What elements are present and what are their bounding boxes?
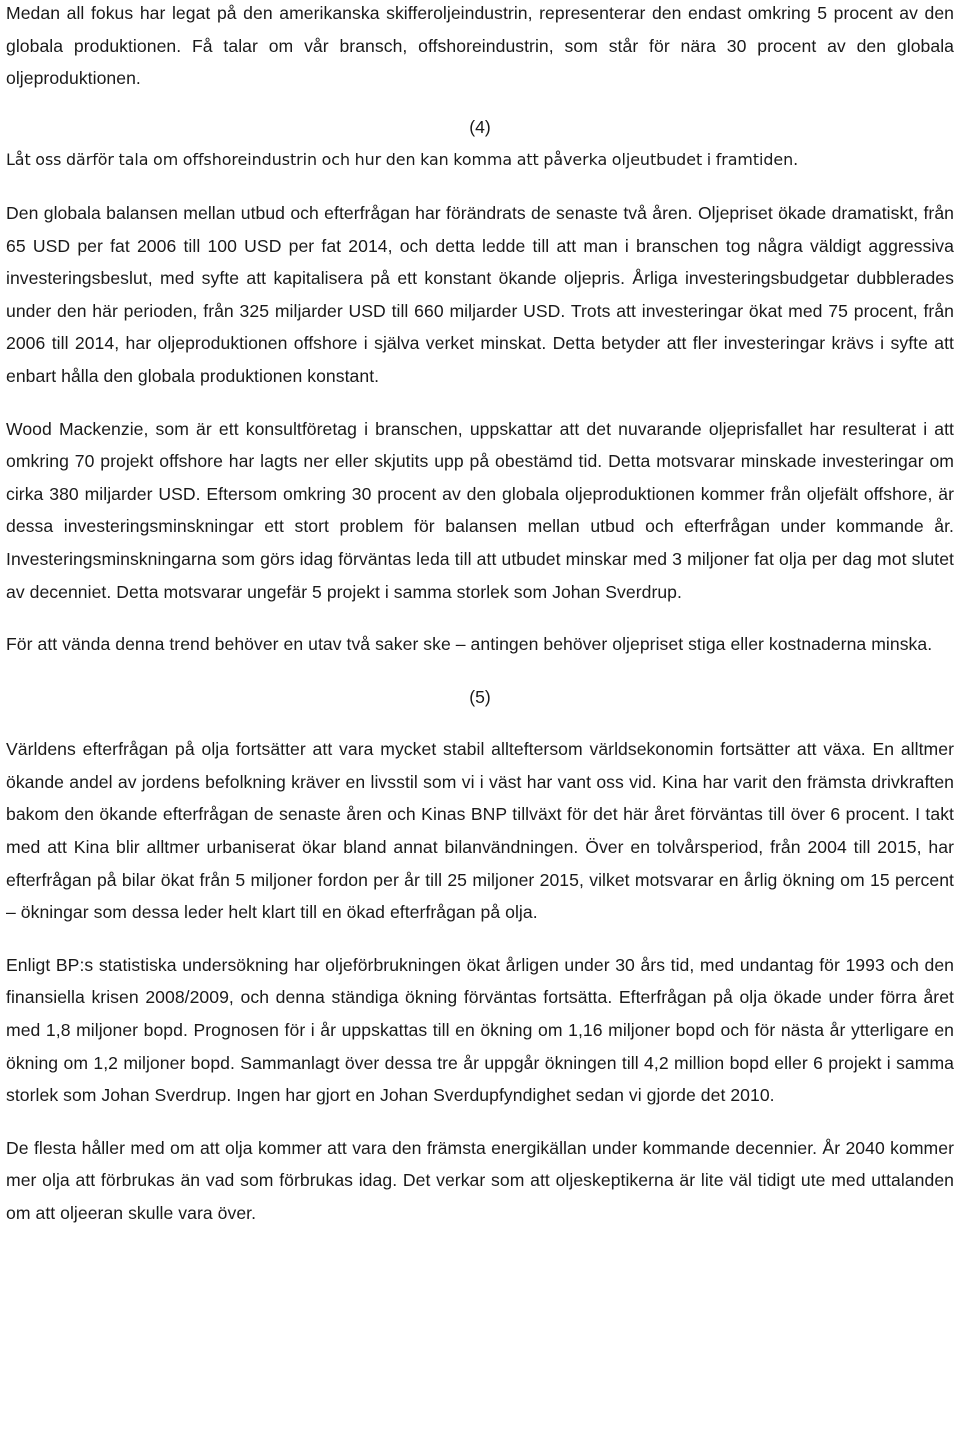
paragraph-trend-reversal: För att vända denna trend behöver en utav två saker ske – antingen behöver oljepriset stiga eller kostnaderna minska. xyxy=(6,634,933,655)
paragraph-bp-statistics: Enligt BP:s statistiska undersökning har oljeförbrukningen ökat årligen under 30 års tid, med undantag för 1993 och den finansiella krisen 2008/2009, och denna ständiga ökning förväntas fortsätta. Efterfrågan på olja ökade under förra året med 1,8 miljoner bopd. Prognosen för i år uppskattas till en ökning om 1,16 miljoner bopd och för nästa år ytterligare en ökning om 1,2 miljoner bopd. Sammanlagt över dessa tre år uppgår ökningen till 4,2 million bopd eller 6 projekt i samma storlek som Johan Sverdrup. Ingen har gjort en Johan Sverdupfyndighet sedan vi gjorde det 2010. xyxy=(6,954,954,1106)
paragraph-offshore-intro: Låt oss därför tala om offshoreindustrin och hur den kan komma att påverka oljeutbudet i framtiden. xyxy=(6,150,799,170)
paragraph-balance-change: Den globala balansen mellan utbud och efterfrågan har förändrats de senaste två åren. Oljepriset ökade dramatiskt, från 65 USD per fat 2006 till 100 USD per fat 2014, och detta ledde till att man i branschen tog några väldigt aggressiva investeringsbeslut, med syfte att kapitalisera på ett konstant ökande oljepris. Årliga investeringsbudgetar dubblerades under den här perioden, från 325 miljarder USD till 660 miljarder USD. Trots att investeringar ökat med 75 procent, från 2006 till 2014, har oljeproduktionen offshore i själva verket minskat. Detta betyder att fler investeringar krävs i syfte att enbart hålla den globala produktionen konstant. xyxy=(6,202,954,386)
paragraph-wood-mackenzie: Wood Mackenzie, som är ett konsultföretag i branschen, uppskattar att det nuvarande oljeprisfallet har resulterat i att omkring 70 projekt offshore har lagts ner eller skjutits upp på obestämd tid. Detta motsvarar minskade investeringar om cirka 380 miljarder USD. Eftersom omkring 30 procent av den globala oljeproduktionen kommer från oljefält offshore, är dessa investeringsminskningar ett stort problem för balansen mellan utbud och efterfrågan under kommande år. Investeringsminskningarna som görs idag förväntas leda till att utbudet minskar med 3 miljoner fat olja per dag mot slutet av decenniet. Detta motsvarar ungefär 5 projekt i samma storlek som Johan Sverdrup. xyxy=(6,418,954,602)
paragraph-offshore-share: Medan all fokus har legat på den amerikanska skifferoljeindustrin, representerar den endast omkring 5 procent av den globala produktionen. Få talar om vår bransch, offshoreindustrin, som står för nära 30 procent av den globala oljeproduktionen. xyxy=(6,3,954,89)
section-number-4: (4) xyxy=(469,116,491,137)
document-page xyxy=(6,0,954,1230)
paragraph-energy-future: De flesta håller med om att olja kommer att vara den främsta energikällan under kommande decennier. År 2040 kommer mer olja att förbrukas än vad som förbrukas idag. Det verkar som att oljeskeptikerna är lite väl tidigt ute med uttalanden om att oljeeran skulle vara över. xyxy=(6,1137,954,1223)
section-number-5: (5) xyxy=(469,686,491,707)
paragraph-world-demand: Världens efterfrågan på olja fortsätter att vara mycket stabil allteftersom världsekonomin fortsätter att växa. En alltmer ökande andel av jordens befolkning kräver en livsstil som vi i väst har vant oss vid. Kina har varit den främsta drivkraften bakom den ökande efterfrågan de senaste åren och Kinas BNP tillväxt för det här året förväntas till över 6 procent. I takt med att Kina blir alltmer urbaniserat ökar bland annat bilanvändningen. Över en tolvårsperiod, från 2004 till 2015, har efterfrågan på bilar ökat från 5 miljoner fordon per år till 25 miljoner 2015, vilket motsvarar en årlig ökning om 15 percent – ökningar som dessa leder helt klart till en ökad efterfrågan på olja. xyxy=(6,739,954,923)
